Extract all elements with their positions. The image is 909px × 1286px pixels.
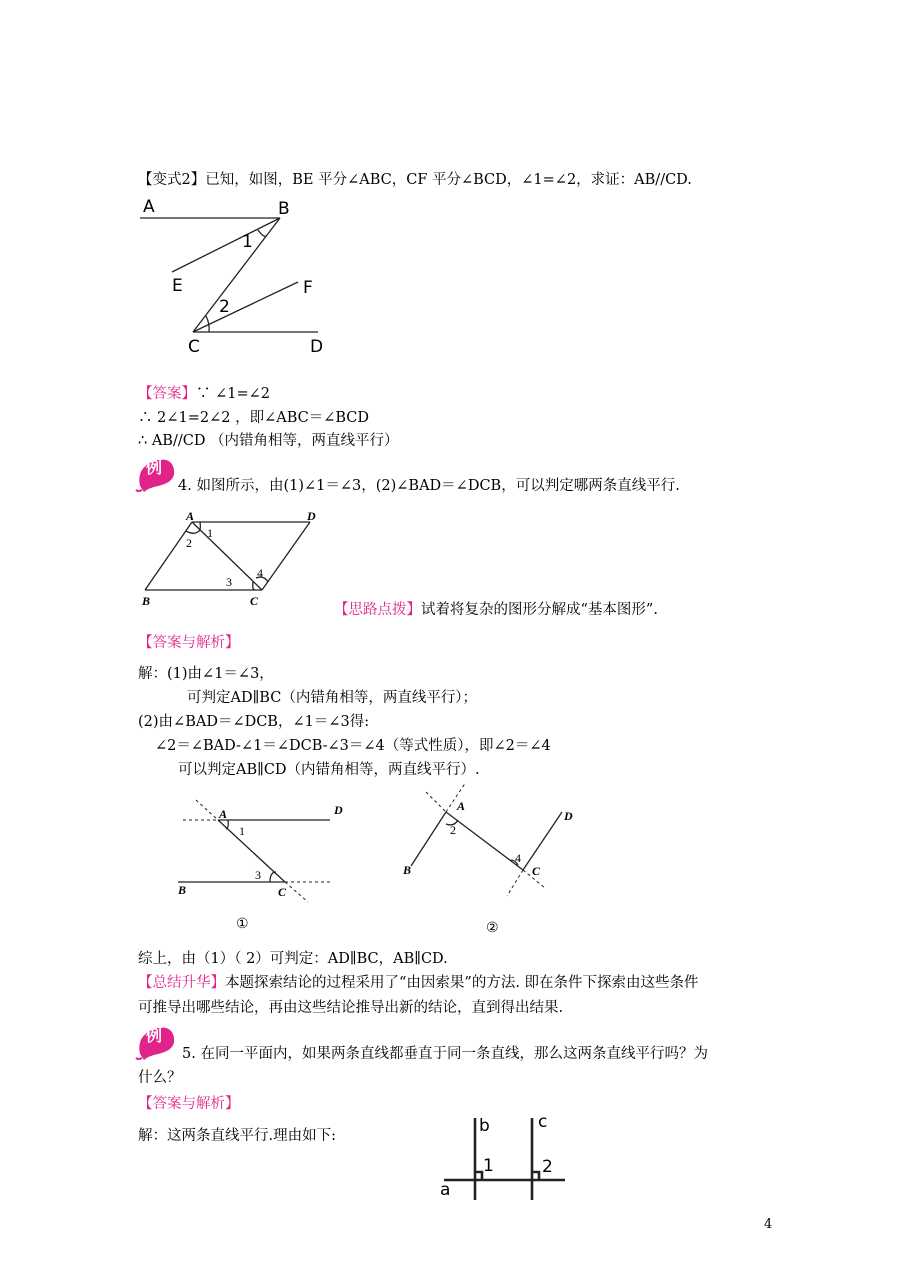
e5-label-c: c — [538, 1112, 548, 1132]
v2-answer-line1: 【答案】∵ ∠1=∠2 — [138, 386, 271, 402]
v2-answer-line3: ∴ AB//CD （内错角相等，两直线平行） — [138, 433, 399, 449]
variant2-tag: 【变式2】 — [138, 172, 206, 188]
e4-solution-line5: 可以判定AB∥CD（内错角相等，两直线平行）. — [178, 762, 480, 778]
e4-solution-line1: 解：(1)由∠1＝∠3， — [138, 666, 274, 682]
example5-solution-line1: 解：这两条直线平行.理由如下: — [138, 1128, 336, 1144]
example4-summary: 综上，由（1）（ 2）可判定：AD∥BC，AB∥CD. — [138, 951, 448, 967]
e5-label-a: a — [440, 1180, 451, 1200]
f2-caption: ② — [486, 920, 499, 936]
f1-label-3: 3 — [255, 868, 261, 882]
v2-answer-line2: ∴ 2∠1=2∠2 ，即∠ABC＝∠BCD — [138, 410, 370, 426]
example5-badge-text: 例 — [146, 1026, 163, 1045]
e4-label-2: 2 — [186, 536, 192, 550]
v2-label-C: C — [188, 337, 200, 357]
example5-question-line1: 5. 在同一平面内，如果两条直线都垂直于同一条直线，那么这两条直线平行吗？为 — [182, 1046, 708, 1062]
e4-label-D: D — [307, 509, 316, 523]
v2-label-A: A — [143, 197, 155, 217]
f2-label-C: C — [532, 864, 541, 878]
example4-hint: 【思路点拨】试着将复杂的图形分解成“基本图形”. — [334, 602, 658, 618]
e4-solution-line2: 可判定AD∥BC（内错角相等，两直线平行）； — [187, 690, 478, 706]
e4-solution-line4: ∠2＝∠BAD-∠1＝∠DCB-∠3＝∠4（等式性质），即∠2＝∠4 — [155, 738, 551, 754]
e4-label-3: 3 — [226, 575, 232, 589]
e4-solution-line3: (2)由∠BAD＝∠DCB，∠1＝∠3得: — [138, 714, 370, 730]
f2-label-A: A — [457, 799, 466, 813]
e4-label-4: 4 — [257, 566, 263, 580]
e5-label-2: 2 — [542, 1157, 553, 1177]
example5-answer-tag: 【答案与解析】 — [138, 1096, 240, 1112]
v2-label-E: E — [172, 276, 183, 296]
f1-caption: ① — [236, 916, 249, 932]
f2-label-2: 2 — [450, 823, 456, 837]
v2-label-F: F — [303, 278, 313, 298]
v2-label-B: B — [278, 199, 290, 219]
v2-label-2: 2 — [219, 297, 230, 317]
f1-label-D: D — [334, 803, 343, 817]
example4-sum-line1: 【总结升华】本题探索结论的过程采用了“由因索果”的方法. 即在条件下探索由这些条件 — [138, 975, 699, 991]
example5-question-line2: 什么？ — [138, 1070, 182, 1086]
f1-label-1: 1 — [239, 824, 245, 838]
example4-question: 4. 如图所示，由(1)∠1＝∠3，(2)∠BAD＝∠DCB，可以判定哪两条直线平行. — [178, 478, 680, 494]
example4-badge-text: 例 — [146, 458, 163, 477]
e4-label-1: 1 — [207, 526, 213, 540]
e5-label-b: b — [479, 1116, 490, 1136]
f1-label-B: B — [178, 883, 187, 897]
e5-label-1: 1 — [483, 1156, 494, 1176]
page-number: 4 — [764, 1217, 773, 1232]
e4-label-C: C — [250, 594, 259, 608]
example4-sum-line2: 可推导出哪些结论，再由这些结论推导出新的结论，直到得出结果. — [138, 1000, 564, 1016]
f2-label-D: D — [564, 809, 573, 823]
e4-label-A: A — [186, 509, 195, 523]
f1-label-A: A — [219, 807, 228, 821]
v2-label-D: D — [310, 337, 324, 357]
f2-label-4: 4 — [515, 851, 521, 865]
e4-label-B: B — [142, 594, 151, 608]
example4-sum-tag: 【总结升华】 — [138, 975, 225, 991]
f2-label-B: B — [403, 863, 412, 877]
f1-label-C: C — [278, 885, 287, 899]
variant2-text: 已知，如图，BE 平分∠ABC，CF 平分∠BCD，∠1=∠2，求证：AB//CD. — [205, 172, 692, 188]
v2-answer-tag: 【答案】 — [138, 386, 196, 402]
example4-hint-tag: 【思路点拨】 — [334, 602, 421, 618]
v2-label-1: 1 — [242, 232, 253, 252]
example4-answer-tag: 【答案与解析】 — [138, 635, 240, 651]
